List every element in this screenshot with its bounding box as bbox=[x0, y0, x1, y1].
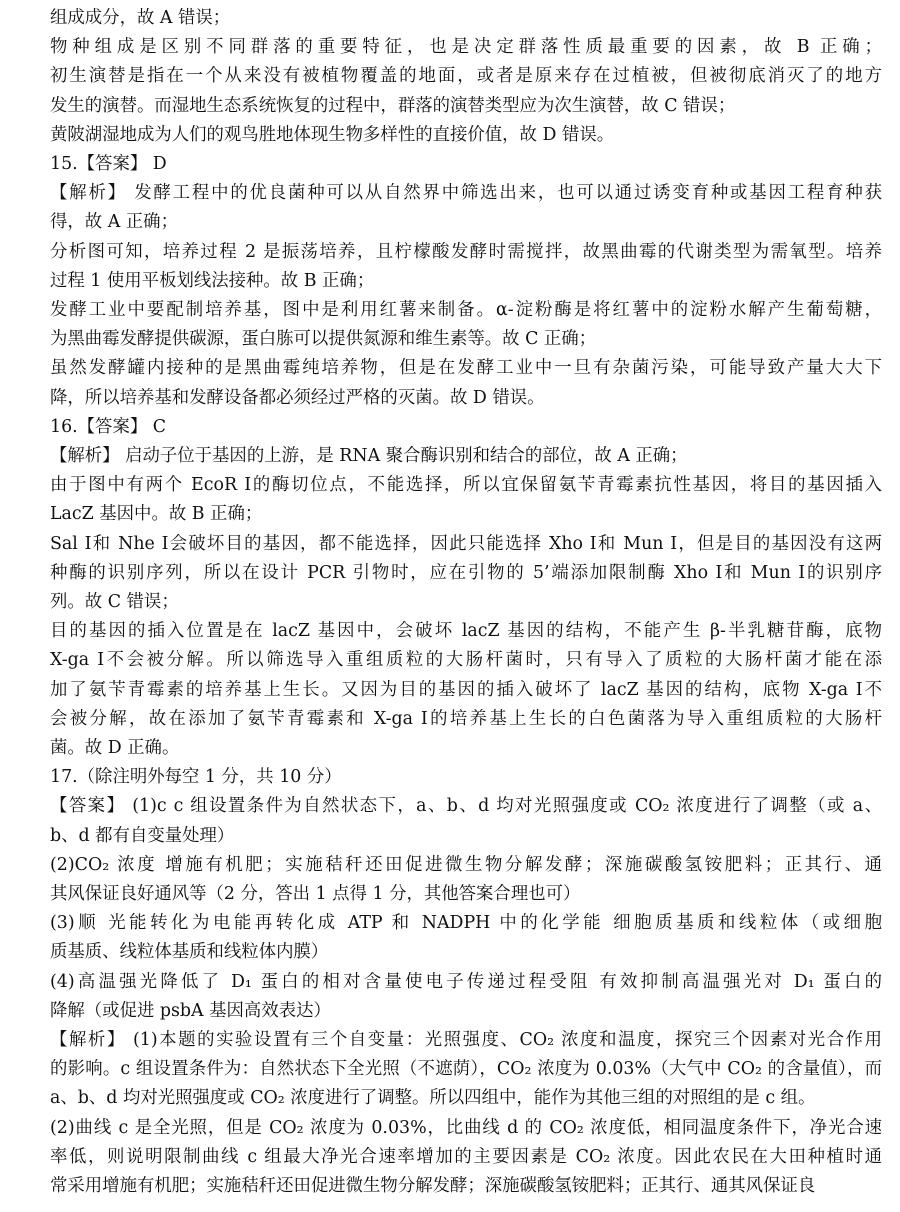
text-line: 菌。故 D 正确。 bbox=[50, 738, 180, 758]
text-line: 发酵工业中要配制培养基，图中是利用红薯来制备。α-淀粉酶是将红薯中的淀粉水解产生葡萄糖， bbox=[50, 300, 882, 320]
answer-heading: 16.【答案】 C bbox=[50, 416, 167, 437]
answer-heading: 17.（除注明外每空 1 分，共 10 分） bbox=[50, 767, 342, 788]
text-line: 由于图中有两个 EcoR Ⅰ的酶切位点，不能选择，所以宜保留氨苄青霉素抗性基因，将目的基因插入 bbox=[50, 475, 882, 496]
text-line: 【答案】 (1)c c 组设置条件为自然状态下，a、b、d 均对光照强度或 CO₂ 浓度进行了调整（或 a、 bbox=[50, 796, 882, 817]
text-line: 【解析】 (1)本题的实验设置有三个自变量：光照强度、CO₂ 浓度和温度，探究三个因素对光合作用 bbox=[50, 1030, 882, 1050]
text-line: 组成成分，故 A 错误； bbox=[50, 8, 231, 28]
text-line: Sal Ⅰ和 Nhe Ⅰ会破坏目的基因，都不能选择，因此只能选择 Xho Ⅰ和 Mun Ⅰ，但是目的基因没有这两 bbox=[50, 533, 882, 554]
text-line: (3)顺 光能转化为电能再转化成 ATP 和 NADPH 中的化学能 细胞质基质和线粒体（或细胞 bbox=[50, 913, 882, 934]
text-line: 【解析】 启动子位于基因的上游，是 RNA 聚合酶识别和结合的部位，故 A 正确； bbox=[50, 446, 688, 466]
text-line: 初生演替是指在一个从来没有被植物覆盖的地面，或者是原来存在过植被，但被彻底消灭了的地方 bbox=[50, 66, 882, 87]
text-line: (4)高温强光降低了 D₁ 蛋白的相对含量使电子传递过程受阻 有效抑制高温强光对 D₁ 蛋白的 bbox=[50, 971, 882, 992]
text-line: 种酶的识别序列，所以在设计 PCR 引物时，应在引物的 5’端添加限制酶 Xho Ⅰ和 Mun Ⅰ的识别序 bbox=[50, 562, 882, 583]
text-line: 率低，则说明限制曲线 c 组最大净光合速率增加的主要因素是 CO₂ 浓度。因此农民在大田种植时通 bbox=[50, 1146, 882, 1167]
text-line: a、b、d 均对光照强度或 CO₂ 浓度进行了调整。所以四组中，能作为其他三组的对照组的是 c 组。 bbox=[50, 1088, 816, 1109]
text-line: (2)曲线 c 是全光照，但是 CO₂ 浓度为 0.03%，比曲线 d 的 CO₂ 浓度低，相同温度条件下，净光合速 bbox=[50, 1117, 882, 1138]
text-line: 其风保证良好通风等（2 分，答出 1 点得 1 分，其他答案合理也可） bbox=[50, 884, 581, 904]
text-line: 【解析】 发酵工程中的优良菌种可以从自然界中筛选出来，也可以通过诱变育种或基因工程育种获 bbox=[50, 183, 882, 204]
text-line: 发生的演替。而湿地生态系统恢复的过程中，群落的演替类型应为次生演替，故 C 错误； bbox=[50, 95, 736, 116]
text-line: 降解（或促进 psbA 基因高效表达） bbox=[50, 1000, 331, 1021]
text-line: 降，所以培养基和发酵设备都必须经过严格的灭菌。故 D 错误。 bbox=[50, 387, 545, 408]
text-line: X-ga Ⅰ不会被分解。所以筛选导入重组质粒的大肠杆菌时，只有导入了质粒的大肠杆菌才能在添 bbox=[50, 650, 882, 671]
text-line: LacZ 基因中。故 B 正确； bbox=[50, 504, 263, 525]
text-line: 虽然发酵罐内接种的是黑曲霉纯培养物，但是在发酵工业中一旦有杂菌污染，可能导致产量大大下 bbox=[50, 358, 882, 379]
answer-heading: 15.【答案】 D bbox=[50, 154, 167, 174]
text-line: 分析图可知，培养过程 2 是振荡培养，且柠檬酸发酵时需搅拌，故黑曲霉的代谢类型为需氧型。培养 bbox=[50, 241, 882, 262]
text-line: 列。故 C 错误； bbox=[50, 592, 179, 612]
text-line: 为黑曲霉发酵提供碳源，蛋白胨可以提供氮源和维生素等。故 C 正确； bbox=[50, 329, 597, 350]
text-line: 过程 1 使用平板划线法接种。故 B 正确； bbox=[50, 270, 375, 291]
text-line: 加了氨苄青霉素的培养基上生长。又因为目的基因的插入破坏了 lacZ 基因的结构，底物 X-ga Ⅰ不 bbox=[50, 679, 882, 700]
text-line: 目的基因的插入位置是在 lacZ 基因中，会破坏 lacZ 基因的结构，不能产生 β-半乳糖苷酶，底物 bbox=[50, 621, 882, 642]
text-line: 黄陂湖湿地成为人们的观鸟胜地体现生物多样性的直接价值，故 D 错误。 bbox=[50, 124, 615, 145]
text-line: b、d 都有自变量处理） bbox=[50, 825, 235, 846]
text-line: 会被分解，故在添加了氨苄青霉素和 X-ga Ⅰ的培养基上生长的白色菌落为导入重组质粒的大肠杆 bbox=[50, 708, 882, 729]
text-line: 质基质、线粒体基质和线粒体内膜） bbox=[50, 942, 329, 963]
text-line: (2)CO₂ 浓度 增施有机肥；实施秸秆还田促进微生物分解发酵；深施碳酸氢铵肥料；正其行、通 bbox=[50, 854, 882, 875]
text-line: 得，故 A 正确； bbox=[50, 212, 178, 233]
text-line: 常采用增施有机肥；实施秸秆还田促进微生物分解发酵；深施碳酸氢铵肥料；正其行、通其风保证良 bbox=[50, 1176, 816, 1196]
text-line: 的影响。c 组设置条件为：自然状态下全光照（不遮荫），CO₂ 浓度为 0.03%（大气中 CO₂ 的含量值），而 bbox=[50, 1059, 882, 1080]
text-line: 物种组成是区别不同群落的重要特征，也是决定群落性质最重要的因素，故 B 正确； bbox=[50, 37, 882, 58]
